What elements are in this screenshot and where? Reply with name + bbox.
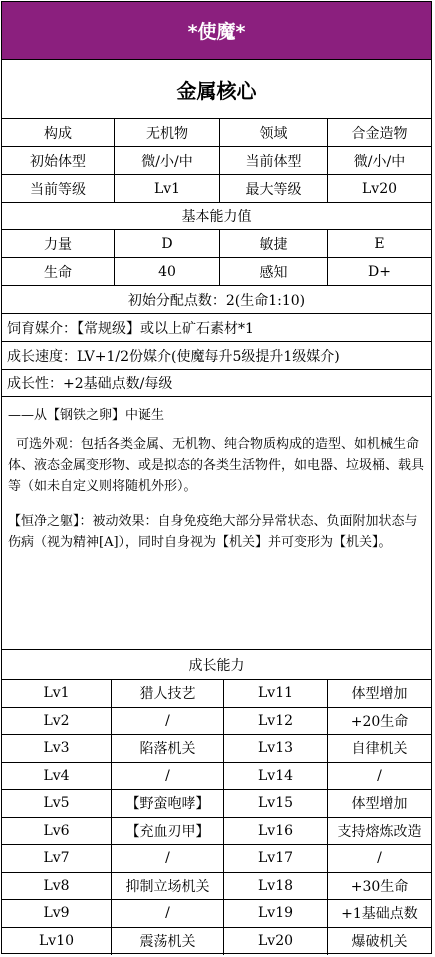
info-row-composition: [2, 119, 431, 147]
info-label: 当前等级: [2, 175, 115, 202]
growth-ability: /: [377, 767, 382, 784]
ability-value: 40: [115, 258, 220, 285]
info-value: 合金造物: [351, 125, 408, 142]
ability-value: D+: [368, 263, 391, 280]
growth-stat: 成长性：+2基础点数/每级: [2, 370, 431, 397]
growth-ability: 体型增加: [351, 796, 408, 813]
ability-label: 生命: [2, 258, 115, 285]
growth-row: [2, 900, 431, 928]
growth-ability: 爆破机关: [351, 934, 408, 951]
info-label: 初始体型: [2, 147, 115, 174]
feed-medium: 饲育媒介：【常规级】或以上矿石素材*1: [2, 314, 431, 342]
level-label: Lv20: [224, 928, 328, 956]
growth-ability: 自律机关: [351, 741, 408, 758]
info-value: Lv1: [115, 175, 220, 202]
banner: *使魔*: [2, 2, 431, 60]
description-block: [2, 397, 431, 650]
growth-ability: 【充血刃甲】: [112, 818, 224, 845]
level-label: Lv14: [224, 763, 328, 790]
growth-header: 成长能力: [2, 650, 431, 680]
level-label: Lv2: [2, 708, 112, 735]
trait-text: 【恒净之躯】：被动效果：自身免疫绝大部分异常状态、负面附加状态与伤病（视为精神[A]），同时自身视为【机关】并可变形为【机关】。: [8, 514, 418, 550]
growth-ability: 陷落机关: [112, 735, 224, 762]
growth-ability: 抑制立场机关: [112, 873, 224, 900]
info-row-level: [2, 175, 431, 203]
growth-row: [2, 763, 431, 791]
info-label: 领域: [220, 119, 328, 146]
growth-row: [2, 845, 431, 873]
level-label: Lv10: [2, 928, 112, 956]
ability-label: 敏捷: [220, 230, 328, 257]
info-row-size: [2, 147, 431, 175]
info-label: 最大等级: [220, 175, 328, 202]
growth-ability: +1基础点数: [341, 906, 418, 923]
appearance-text: 可选外观：包括各类金属、无机物、纯合物质构成的造型、如机械生命体、液态金属变形物、或是拟态的各类生活物件，如电器、垃圾桶、载具等（如未自定义则将随机外形）。: [8, 437, 425, 494]
level-label: Lv11: [224, 680, 328, 707]
growth-ability: +30生命: [350, 878, 409, 895]
abilities-header: 基本能力值: [2, 203, 431, 230]
growth-ability: 【野蛮咆哮】: [112, 790, 224, 817]
growth-ability: /: [377, 850, 382, 867]
info-label: 构成: [2, 119, 115, 146]
info-value: Lv20: [361, 180, 398, 197]
growth-row: [2, 873, 431, 901]
level-label: Lv19: [224, 900, 328, 927]
growth-row: [2, 928, 431, 956]
level-label: Lv7: [2, 845, 112, 872]
level-label: Lv12: [224, 708, 328, 735]
level-label: Lv17: [224, 845, 328, 872]
ability-row: [2, 230, 431, 258]
level-label: Lv9: [2, 900, 112, 927]
sheet-title: 金属核心: [2, 60, 431, 119]
info-value: 微/小/中: [353, 153, 406, 170]
growth-ability: /: [112, 763, 224, 790]
familiar-sheet: [1, 1, 432, 954]
growth-ability: /: [112, 900, 224, 927]
growth-row: [2, 735, 431, 763]
level-label: Lv1: [2, 680, 112, 707]
level-label: Lv4: [2, 763, 112, 790]
level-label: Lv13: [224, 735, 328, 762]
growth-row: [2, 790, 431, 818]
growth-ability: /: [112, 845, 224, 872]
growth-ability: 支持熔炼改造: [337, 823, 422, 840]
growth-ability: 震荡机关: [112, 928, 224, 956]
info-value: 无机物: [115, 119, 220, 146]
growth-ability: 体型增加: [351, 686, 408, 703]
ability-label: 力量: [2, 230, 115, 257]
level-label: Lv18: [224, 873, 328, 900]
level-label: Lv3: [2, 735, 112, 762]
ability-value: E: [374, 235, 385, 252]
info-label: 当前体型: [220, 147, 328, 174]
level-label: Lv16: [224, 818, 328, 845]
growth-ability: +20生命: [350, 713, 409, 730]
growth-speed: 成长速度：LV+1/2份媒介(使魔每升5级提升1级媒介): [2, 342, 431, 370]
growth-row: [2, 818, 431, 846]
ability-label: 感知: [220, 258, 328, 285]
level-label: Lv6: [2, 818, 112, 845]
ability-value: D: [115, 230, 220, 257]
origin-text: ——从【钢铁之卵】中诞生: [8, 408, 165, 423]
growth-row: [2, 680, 431, 708]
level-label: Lv5: [2, 790, 112, 817]
level-label: Lv8: [2, 873, 112, 900]
growth-row: [2, 708, 431, 736]
growth-ability: 猎人技艺: [112, 680, 224, 707]
ability-row: [2, 258, 431, 286]
level-label: Lv15: [224, 790, 328, 817]
initial-points: 初始分配点数：2(生命1:10): [2, 286, 431, 314]
info-value: 微/小/中: [115, 147, 220, 174]
growth-ability: /: [112, 708, 224, 735]
